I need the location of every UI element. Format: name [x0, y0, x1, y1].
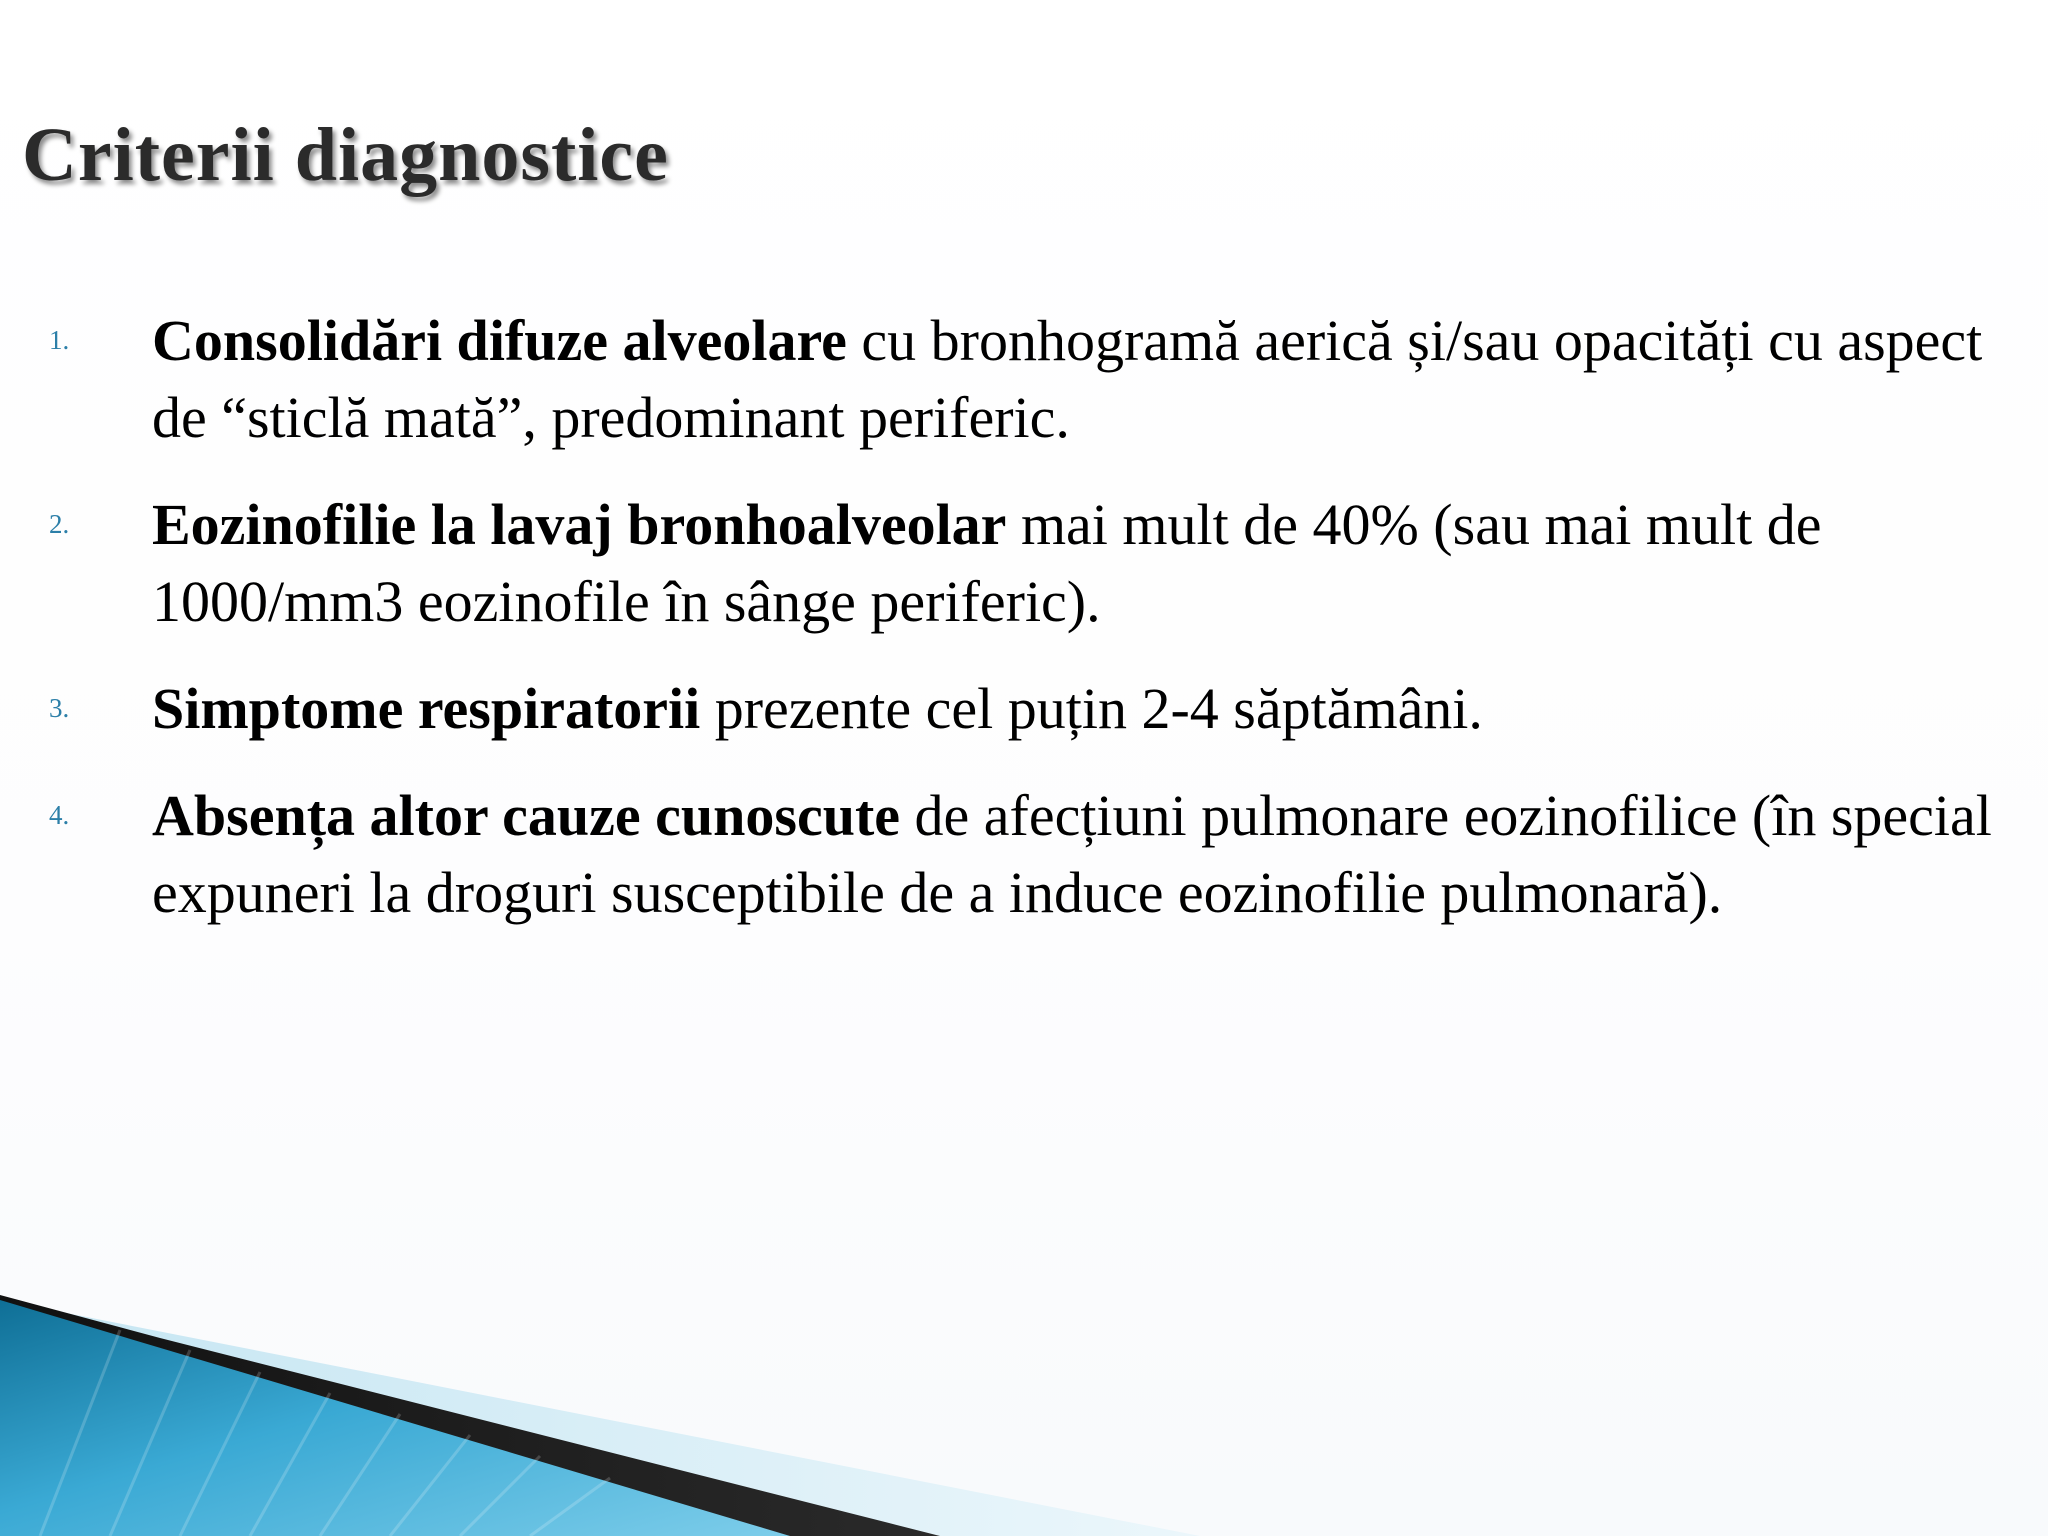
list-number: 1. — [49, 325, 70, 355]
slide-title: Criterii diagnostice — [22, 113, 669, 197]
criterion-text: cu bronhogramă aerică și/sau opacități cu aspect de “sticlă mată”, predominant periferic. — [152, 308, 1983, 450]
list-item — [0, 670, 2048, 747]
criterion-text: mai mult de 40% (sau mai mult de 1000/mm3 eozinofile în sânge periferic). — [152, 492, 1822, 634]
criterion-text: de afecțiuni pulmonare eozinofilice (în special expuneri la droguri susceptibile de a induce eozinofilie pulmonară). — [152, 783, 1992, 925]
list-number: 4. — [49, 800, 70, 830]
list-item — [0, 302, 2048, 456]
pale-blue-band — [0, 1300, 1200, 1536]
list-number: 2. — [49, 509, 70, 539]
criterion-text: prezente cel puțin 2-4 săptămâni. — [700, 676, 1483, 741]
criterion-heading: Absența altor cauze cunoscute — [152, 783, 901, 848]
criterion-heading: Eozinofilie la lavaj bronhoalveolar — [152, 492, 1007, 557]
blue-wedge — [0, 1300, 790, 1536]
list-item — [0, 486, 2048, 640]
list-item — [0, 777, 2048, 931]
list-number: 3. — [49, 693, 70, 723]
criterion-heading: Simptome respiratorii — [152, 676, 701, 741]
criterion-heading: Consolidări difuze alveolare — [152, 308, 847, 373]
criteria-list — [0, 302, 2048, 961]
dark-wedge — [0, 1295, 940, 1536]
